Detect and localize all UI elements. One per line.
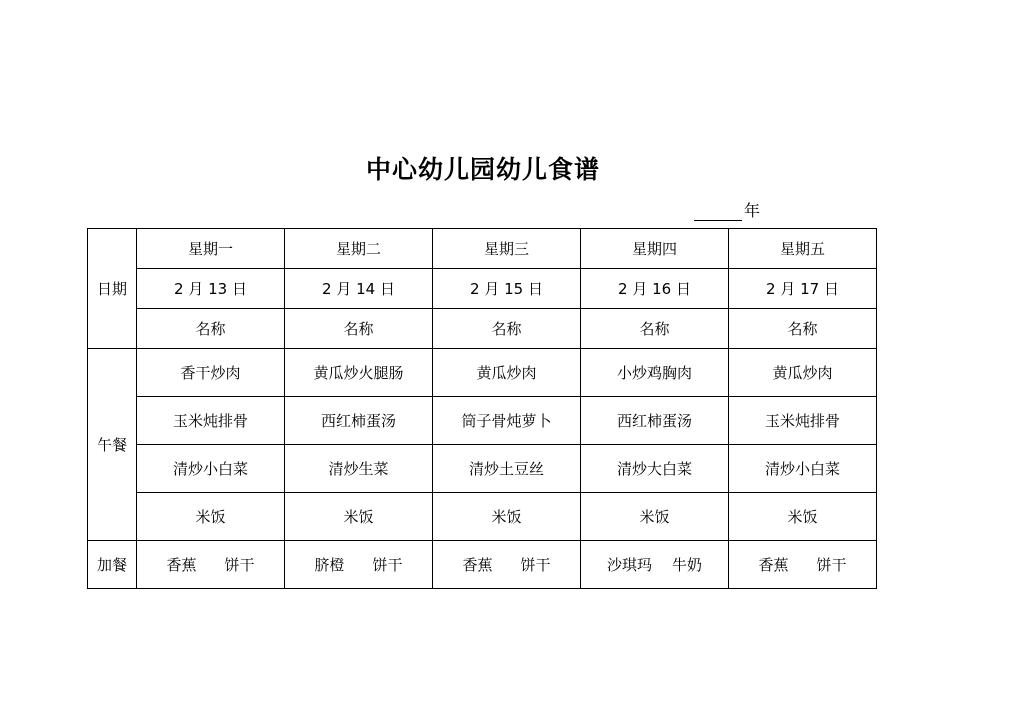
- dish-cell: 玉米炖排骨: [137, 397, 285, 445]
- snack-item: 饼干: [816, 556, 847, 574]
- year-label: 年: [744, 201, 761, 220]
- weekday-row: [88, 229, 877, 269]
- snack-item: 脐橙: [314, 556, 345, 574]
- date-cell: 2 月 17 日: [729, 269, 877, 309]
- row-label-date: 日期: [88, 229, 137, 349]
- name-header-cell: 名称: [581, 309, 729, 349]
- page-title: 中心幼儿园幼儿食谱: [365, 155, 600, 184]
- dish-cell: 黄瓜炒肉: [433, 349, 581, 397]
- date-cell: 2 月 16 日: [581, 269, 729, 309]
- dish-cell: 小炒鸡胸肉: [581, 349, 729, 397]
- date-cell: 2 月 14 日: [285, 269, 433, 309]
- weekday-cell: 星期二: [285, 229, 433, 269]
- snack-item: 牛奶: [672, 556, 703, 574]
- name-header-cell: 名称: [433, 309, 581, 349]
- snack-item: 沙琪玛: [606, 556, 652, 574]
- dish-cell: 清炒生菜: [285, 445, 433, 493]
- lunch-row: [88, 493, 877, 541]
- year-field: [694, 198, 760, 221]
- date-cell: 2 月 13 日: [137, 269, 285, 309]
- snack-row: [88, 541, 877, 589]
- snack-item: 香蕉: [462, 556, 493, 574]
- name-header-cell: 名称: [729, 309, 877, 349]
- weekday-cell: 星期五: [729, 229, 877, 269]
- menu-table: [87, 228, 877, 589]
- snack-item: 饼干: [372, 556, 403, 574]
- snack-item: 香蕉: [758, 556, 789, 574]
- dish-cell: 西红柿蛋汤: [285, 397, 433, 445]
- snack-item: 饼干: [520, 556, 551, 574]
- date-row: [88, 269, 877, 309]
- dish-cell: 米饭: [581, 493, 729, 541]
- snack-cell: [285, 541, 433, 589]
- weekday-cell: 星期三: [433, 229, 581, 269]
- name-header-row: [88, 309, 877, 349]
- dish-cell: 黄瓜炒火腿肠: [285, 349, 433, 397]
- dish-cell: 米饭: [729, 493, 877, 541]
- snack-item: 香蕉: [166, 556, 197, 574]
- weekday-cell: 星期一: [137, 229, 285, 269]
- name-header-cell: 名称: [137, 309, 285, 349]
- row-label-lunch: 午餐: [88, 349, 137, 541]
- snack-cell: [137, 541, 285, 589]
- dish-cell: 清炒小白菜: [729, 445, 877, 493]
- lunch-row: [88, 397, 877, 445]
- dish-cell: 黄瓜炒肉: [729, 349, 877, 397]
- snack-cell: [581, 541, 729, 589]
- row-label-snack: 加餐: [88, 541, 137, 589]
- dish-cell: 西红柿蛋汤: [581, 397, 729, 445]
- lunch-row: [88, 349, 877, 397]
- dish-cell: 香干炒肉: [137, 349, 285, 397]
- dish-cell: 清炒土豆丝: [433, 445, 581, 493]
- dish-cell: 米饭: [285, 493, 433, 541]
- dish-cell: 清炒大白菜: [581, 445, 729, 493]
- name-header-cell: 名称: [285, 309, 433, 349]
- dish-cell: 清炒小白菜: [137, 445, 285, 493]
- year-blank: [694, 206, 742, 221]
- weekday-cell: 星期四: [581, 229, 729, 269]
- lunch-row: [88, 445, 877, 493]
- date-cell: 2 月 15 日: [433, 269, 581, 309]
- snack-item: 饼干: [224, 556, 255, 574]
- dish-cell: 米饭: [137, 493, 285, 541]
- dish-cell: 玉米炖排骨: [729, 397, 877, 445]
- dish-cell: 米饭: [433, 493, 581, 541]
- snack-cell: [433, 541, 581, 589]
- snack-cell: [729, 541, 877, 589]
- dish-cell: 筒子骨炖萝卜: [433, 397, 581, 445]
